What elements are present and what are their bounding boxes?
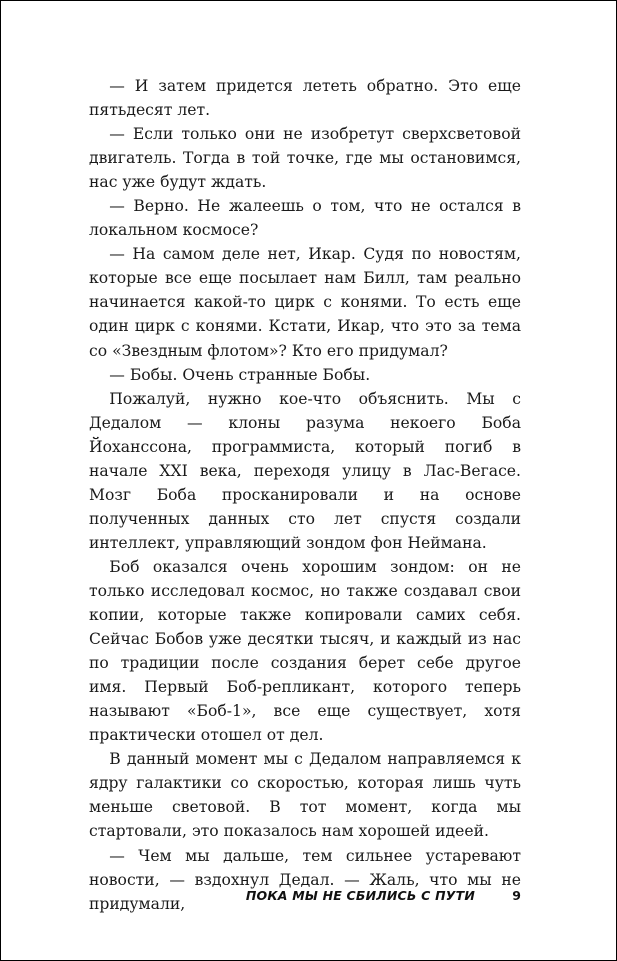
running-title: ПОКА МЫ НЕ СБИЛИСЬ С ПУТИ (245, 888, 475, 903)
page-footer (89, 888, 521, 910)
paragraph: — Если только они не изобретут сверхсветовой двигатель. Тогда в той точке, где мы остановимся, нас уже будут ждать. (89, 125, 521, 192)
paragraph: — Чем мы дальше, тем сильнее устаревают новости, — вздохнул Дедал. — Жаль, что мы не придумали, (89, 846, 521, 913)
paragraph: — Бобы. Очень странные Бобы. (109, 365, 371, 384)
paragraph: В данный момент мы с Дедалом направляемся к ядру галактики со скоростью, которая лишь чуть меньше световой. В тот момент, когда мы стартовали, это показалось нам хорошей идеей. (89, 750, 521, 841)
page-number: 9 (512, 888, 521, 903)
paragraph: Боб оказался очень хорошим зондом: он не только исследовал космос, но также создавал свои копии, которые также копировали самих себя. Сейчас Бобов уже десятки тысяч, и каждый из нас по традиции после создания берет себе другое имя. Первый Боб-репликант, которого теперь называют «Боб-1», все еще существует, хотя практически отошел от дел. (89, 557, 521, 745)
paragraph: — Верно. Не жалеешь о том, что не остался в локальном космосе? (89, 197, 521, 240)
paragraph: — И затем придется лететь обратно. Это еще пятьдесят лет. (89, 77, 521, 120)
paragraph: — На самом деле нет, Икар. Судя по новостям, которые все еще посылает нам Билл, там реально начинается какой-то цирк с конями. То есть еще один цирк с конями. Кстати, Икар, что это за тема со «Звездным флотом»? Кто его придумал? (89, 245, 521, 360)
paragraph: Пожалуй, нужно кое-что объяснить. Мы с Дедалом — клоны разума некоего Боба Йохансcона, программиста, который погиб в начале XXI века, переходя улицу в Лас-Вегасе. Мозг Боба просканировали и на основе полученных данных сто лет спустя создали интеллект, управляющий зондом фон Неймана. (89, 389, 521, 552)
body-text (89, 74, 521, 916)
